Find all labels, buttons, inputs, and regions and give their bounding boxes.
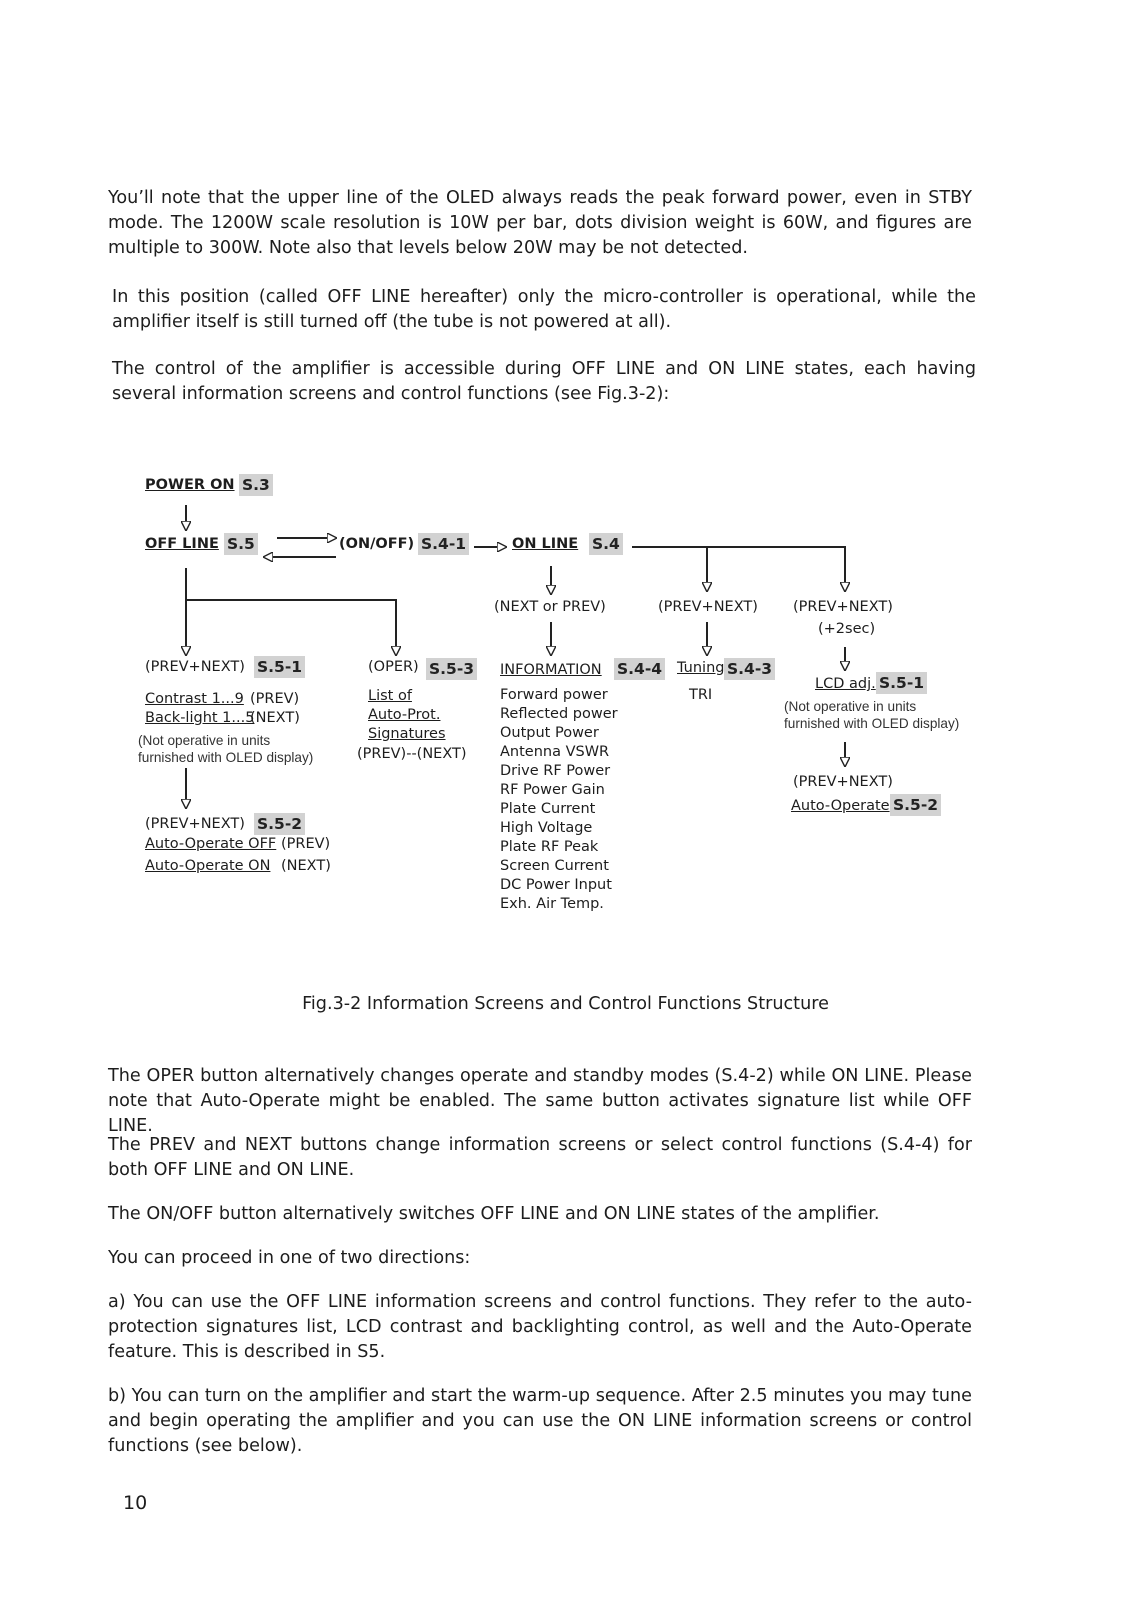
paragraph-prev-next-buttons: The PREV and NEXT buttons change information screens or select control functions (S.4-4) for both OFF LINE and ON LINE. <box>108 1135 972 1180</box>
tri-label: TRI <box>689 687 713 703</box>
info-item: Output Power <box>500 725 599 741</box>
s5-3-tag: S.5-3 <box>426 658 477 680</box>
info-item: Reflected power <box>500 706 618 722</box>
prev-next-tuning-label: (PREV+NEXT) <box>658 599 758 615</box>
s5-2-right-tag: S.5-2 <box>890 794 941 816</box>
off-line-label: OFF LINE <box>145 536 219 552</box>
auto-operate-off-label: Auto-Operate OFF <box>145 836 277 852</box>
backlight-key-label: (NEXT) <box>250 710 300 726</box>
auto-prot-label: Auto-Prot. <box>368 707 441 723</box>
paragraph-control-access: The control of the amplifier is accessible during OFF LINE and ON LINE states, each having several information screens and control functions (see Fig.3-2): <box>112 359 976 404</box>
s5-tag: S.5 <box>224 533 258 555</box>
paragraph-option-b: b) You can turn on the amplifier and start the warm-up sequence. After 2.5 minutes you may tune and begin operating the amplifier and you can use the ON LINE information screens or control functions (see below). <box>108 1386 972 1456</box>
prev-next-s52-label: (PREV+NEXT) <box>145 816 245 832</box>
plus-2sec-label: (+2sec) <box>818 621 876 637</box>
paragraph-on-off-button: The ON/OFF button alternatively switches OFF LINE and ON LINE states of the amplifier. <box>108 1204 880 1224</box>
on-off-label: (ON/OFF) <box>339 536 415 552</box>
contrast-label: Contrast 1...9 <box>145 691 244 707</box>
list-of-label: List of <box>368 688 412 704</box>
not-operative-left-1: (Not operative in units <box>138 733 271 748</box>
s4-3-tag: S.4-3 <box>724 658 775 680</box>
prev-next-right-label: (PREV+NEXT) <box>793 774 893 790</box>
info-item: DC Power Input <box>500 877 612 893</box>
auto-operate-on-key: (NEXT) <box>281 858 331 874</box>
next-or-prev-label: (NEXT or PREV) <box>494 599 606 615</box>
paragraph-oled-peak: You’ll note that the upper line of the OLED always reads the peak forward power, even in STBY mode. The 1200W scale resolution is 10W per bar, dots division weight is 60W, and figures are multiple to 300W. Note also that levels below 20W may be not detected. <box>108 188 972 258</box>
auto-operate-off-key: (PREV) <box>281 836 331 852</box>
information-list <box>500 686 618 914</box>
info-item: Screen Current <box>500 858 609 874</box>
power-on-label: POWER ON <box>145 477 235 493</box>
s3-tag: S.3 <box>239 474 273 496</box>
page-number: 10 <box>123 1492 148 1514</box>
s4-4-tag: S.4-4 <box>614 658 665 680</box>
backlight-label: Back-light 1...5 <box>145 710 255 726</box>
lcd-adj-label: LCD adj. <box>815 676 876 692</box>
not-operative-left-2: furnished with OLED display) <box>138 750 314 765</box>
info-item: Plate RF Peak <box>500 839 599 855</box>
paragraph-two-directions: You can proceed in one of two directions: <box>108 1248 471 1268</box>
paragraph-option-a: a) You can use the OFF LINE information screens and control functions. They refer to the auto-protection signatures list, LCD contrast and backlighting control, as well and the Auto-Operate feature. This is described in S5. <box>108 1292 972 1362</box>
figure-caption: Fig.3-2 Information Screens and Control Functions Structure <box>302 994 829 1014</box>
tuning-label: Tuning <box>677 660 725 676</box>
oper-label: (OPER) <box>368 659 419 675</box>
paragraph-oper-button: The OPER button alternatively changes operate and standby modes (S.4-2) while ON LINE. Please note that Auto-Operate might be enabled. The same button activates signature list while OFF LINE. <box>108 1066 972 1136</box>
prev-next-s51-label: (PREV+NEXT) <box>145 659 245 675</box>
info-item: Plate Current <box>500 801 596 817</box>
auto-operate-right-label: Auto-Operate <box>791 798 890 814</box>
on-line-label: ON LINE <box>512 536 579 552</box>
prev-next-lcd-label: (PREV+NEXT) <box>793 599 893 615</box>
prev-next-nav-label: (PREV)--(NEXT) <box>357 746 467 762</box>
info-item: RF Power Gain <box>500 782 605 798</box>
info-item: Drive RF Power <box>500 763 611 779</box>
not-operative-right-2: furnished with OLED display) <box>784 716 960 731</box>
info-item: High Voltage <box>500 820 593 836</box>
signatures-label: Signatures <box>368 726 446 742</box>
s5-1-right-tag: S.5-1 <box>876 672 927 694</box>
info-item: Exh. Air Temp. <box>500 896 604 912</box>
s4-tag: S.4 <box>589 533 623 555</box>
paragraph-off-line-position: In this position (called OFF LINE hereafter) only the micro-controller is operational, while the amplifier itself is still turned off (the tube is not powered at all). <box>112 287 976 332</box>
info-item: Forward power <box>500 687 608 703</box>
s4-1-tag: S.4-1 <box>418 533 469 555</box>
information-label: INFORMATION <box>500 662 602 678</box>
auto-operate-on-label: Auto-Operate ON <box>145 858 271 874</box>
contrast-key-label: (PREV) <box>250 691 300 707</box>
info-item: Antenna VSWR <box>500 744 610 760</box>
s5-2-tag: S.5-2 <box>254 813 305 835</box>
not-operative-right-1: (Not operative in units <box>784 699 917 714</box>
s5-1-tag: S.5-1 <box>254 656 305 678</box>
